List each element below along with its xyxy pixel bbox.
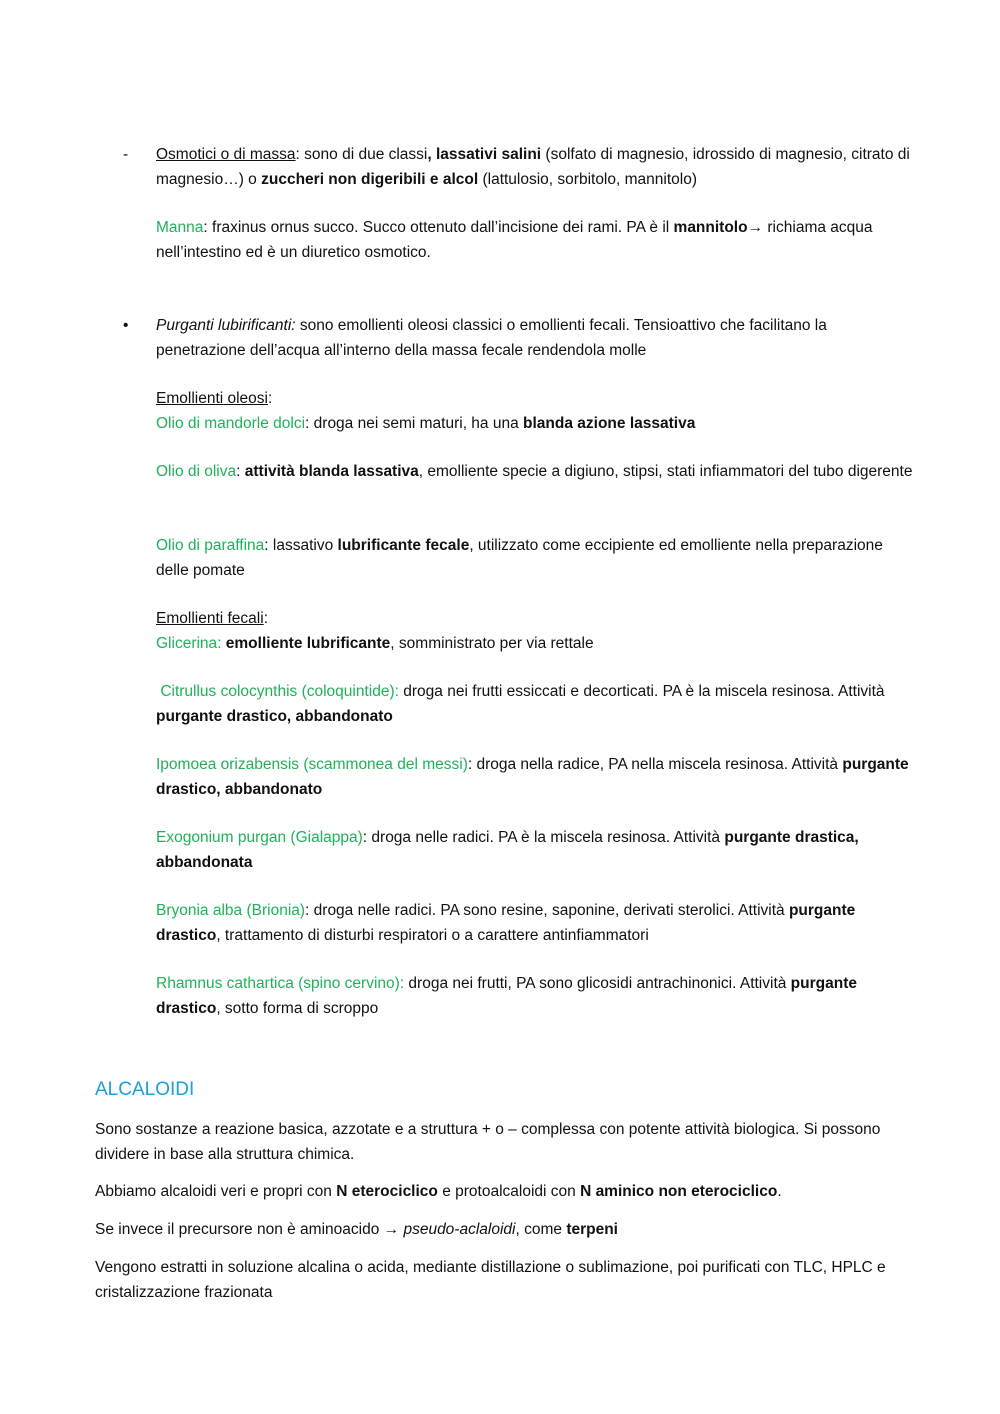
osmotici-title: Osmotici o di massa xyxy=(156,146,296,163)
text-run: sono emollienti oleosi classici o emollienti fecali. Tensioattivo che facilitano la penetrazione dell’acqua all’interno della massa fecale rendendola molle xyxy=(156,317,827,359)
text-run: : xyxy=(268,390,273,407)
bold-run: blanda azione lassativa xyxy=(523,414,696,432)
oleosi-title: Emollienti oleosi xyxy=(156,390,268,407)
bold-run: purgante drastico, abbandonato xyxy=(156,756,909,798)
bold-run: attività blanda lassativa xyxy=(244,463,419,480)
bold-run: lubrificante fecale xyxy=(337,537,470,554)
italic-run: pseudo-aclaloidi xyxy=(403,1221,516,1238)
text-run: : droga nelle radici. PA sono resine, saponine, derivati sterolici. Attività xyxy=(305,902,789,919)
text-run: : xyxy=(263,610,268,627)
text-run: , sotto forma di scroppo xyxy=(216,999,379,1017)
citrullus-item xyxy=(156,680,916,729)
text-run: : lassativo xyxy=(264,537,338,554)
plant-name: Exogonium purgan (Gialappa) xyxy=(156,829,363,846)
bold-run: emolliente lubrificante xyxy=(225,634,391,652)
plant-name: Ipomoea orizabensis (scammonea del messi) xyxy=(156,756,468,773)
dash-bullet: - xyxy=(123,146,129,163)
text-run: : droga nei semi maturi, ha una xyxy=(305,414,524,432)
text-run: : fraxinus ornus succo. Succo ottenuto dall’incisione dei rami. PA è il xyxy=(203,219,674,236)
bold-run: abbandonato xyxy=(295,707,393,725)
fecali-title: Emollienti fecali xyxy=(156,610,264,627)
bryonia-item xyxy=(156,899,916,948)
arrow-icon: → xyxy=(747,219,764,236)
text-run: (lattulosio, sorbitolo, mannitolo) xyxy=(478,170,697,188)
alcaloidi-paragraph-1: Sono sostanze a reazione basica, azzotate e a struttura + o – complessa con potente attività biologica. Si possono dividere in base alla struttura chimica. xyxy=(95,1121,881,1163)
osmotici-paragraph xyxy=(156,143,916,192)
manna-paragraph xyxy=(156,216,916,265)
text-run: : sono di due classi xyxy=(295,146,428,163)
bold-run: purgante drastico xyxy=(156,975,857,1017)
text-run: richiama acqua nell’intestino ed è un diuretico osmotico. xyxy=(156,219,873,261)
plant-name: Glicerina: xyxy=(156,634,222,652)
alcaloidi-paragraph-3 xyxy=(95,1218,915,1243)
text-run: , somministrato per via rettale xyxy=(390,634,594,652)
arrow-icon: → xyxy=(383,1221,400,1238)
text-run: : droga nelle radici. PA è la miscela resinosa. Attività xyxy=(362,829,725,846)
plant-name: Citrullus colocynthis (coloquintide): xyxy=(156,683,399,700)
bold-run: N aminico non eterociclico xyxy=(580,1183,778,1200)
bold-run: N eterociclico xyxy=(336,1183,438,1200)
exogonium-item xyxy=(156,826,916,875)
text-run: (solfato di magnesio, idrossido di magnesio, citrato di magnesio…) o xyxy=(156,146,910,188)
text-run: Abbiamo alcaloidi veri e propri con xyxy=(95,1183,337,1200)
purganti-intro-paragraph xyxy=(156,314,916,363)
text-run: droga nei frutti, PA sono glicosidi antrachinonici. Attività xyxy=(404,975,791,992)
emollienti-fecali-group xyxy=(156,607,916,656)
alcaloidi-paragraph-2 xyxy=(95,1180,915,1205)
text-run: , trattamento di disturbi respiratori o a carattere antinfiammatori xyxy=(216,926,649,944)
plant-name: Olio di oliva xyxy=(156,463,237,480)
text-run: droga nei frutti essiccati e decorticati. PA è la miscela resinosa. Attività xyxy=(398,683,889,700)
bold-run: , lassativi salini xyxy=(427,146,542,163)
plant-name: Olio di mandorle dolci xyxy=(156,414,306,432)
rhamnus-item xyxy=(156,972,916,1021)
bold-run: zuccheri non digeribili e alcol xyxy=(261,170,479,188)
bold-run: mannitolo xyxy=(673,219,748,236)
text-run: Se invece il precursore non è aminoacido xyxy=(95,1221,384,1238)
bold-run: terpeni xyxy=(566,1221,618,1238)
bold-run: , xyxy=(286,707,296,725)
ipomoea-item xyxy=(156,753,916,802)
paraffina-item xyxy=(156,534,916,583)
text-run: . xyxy=(777,1183,782,1200)
bold-run: purgante drastica, abbandonata xyxy=(156,829,859,871)
text-run: , utilizzato come eccipiente ed emolliente nella preparazione delle pomate xyxy=(156,537,883,579)
text-run: , emolliente specie a digiuno, stipsi, stati infiammatori del tubo digerente xyxy=(418,463,913,480)
bold-run: purgante drastico xyxy=(156,707,287,725)
emollienti-oleosi-group xyxy=(156,387,916,436)
oliva-item xyxy=(156,460,916,485)
text-run: : xyxy=(236,463,245,480)
text-run: , come xyxy=(515,1221,567,1238)
alcaloidi-heading: ALCALOIDI xyxy=(95,1079,195,1100)
mandorle-item xyxy=(156,412,916,437)
purganti-title: Purganti lubirificanti: xyxy=(156,317,296,334)
dot-bullet: • xyxy=(123,317,129,334)
text-run: e protoalcaloidi con xyxy=(437,1183,581,1200)
plant-name: Rhamnus cathartica (spino cervino): xyxy=(156,975,405,992)
glicerina-item xyxy=(156,632,916,657)
manna-name: Manna xyxy=(156,219,204,236)
text-run: : droga nella radice, PA nella miscela resinosa. Attività xyxy=(467,756,843,773)
plant-name: Olio di paraffina xyxy=(156,537,265,554)
alcaloidi-paragraph-4: Vengono estratti in soluzione alcalina o acida, mediante distillazione o sublimazione, poi purificati con TLC, HPLC e cristalizzazione frazionata xyxy=(95,1259,886,1301)
plant-name: Bryonia alba (Brionia) xyxy=(156,902,306,919)
bold-run: purgante drastico xyxy=(156,902,856,944)
